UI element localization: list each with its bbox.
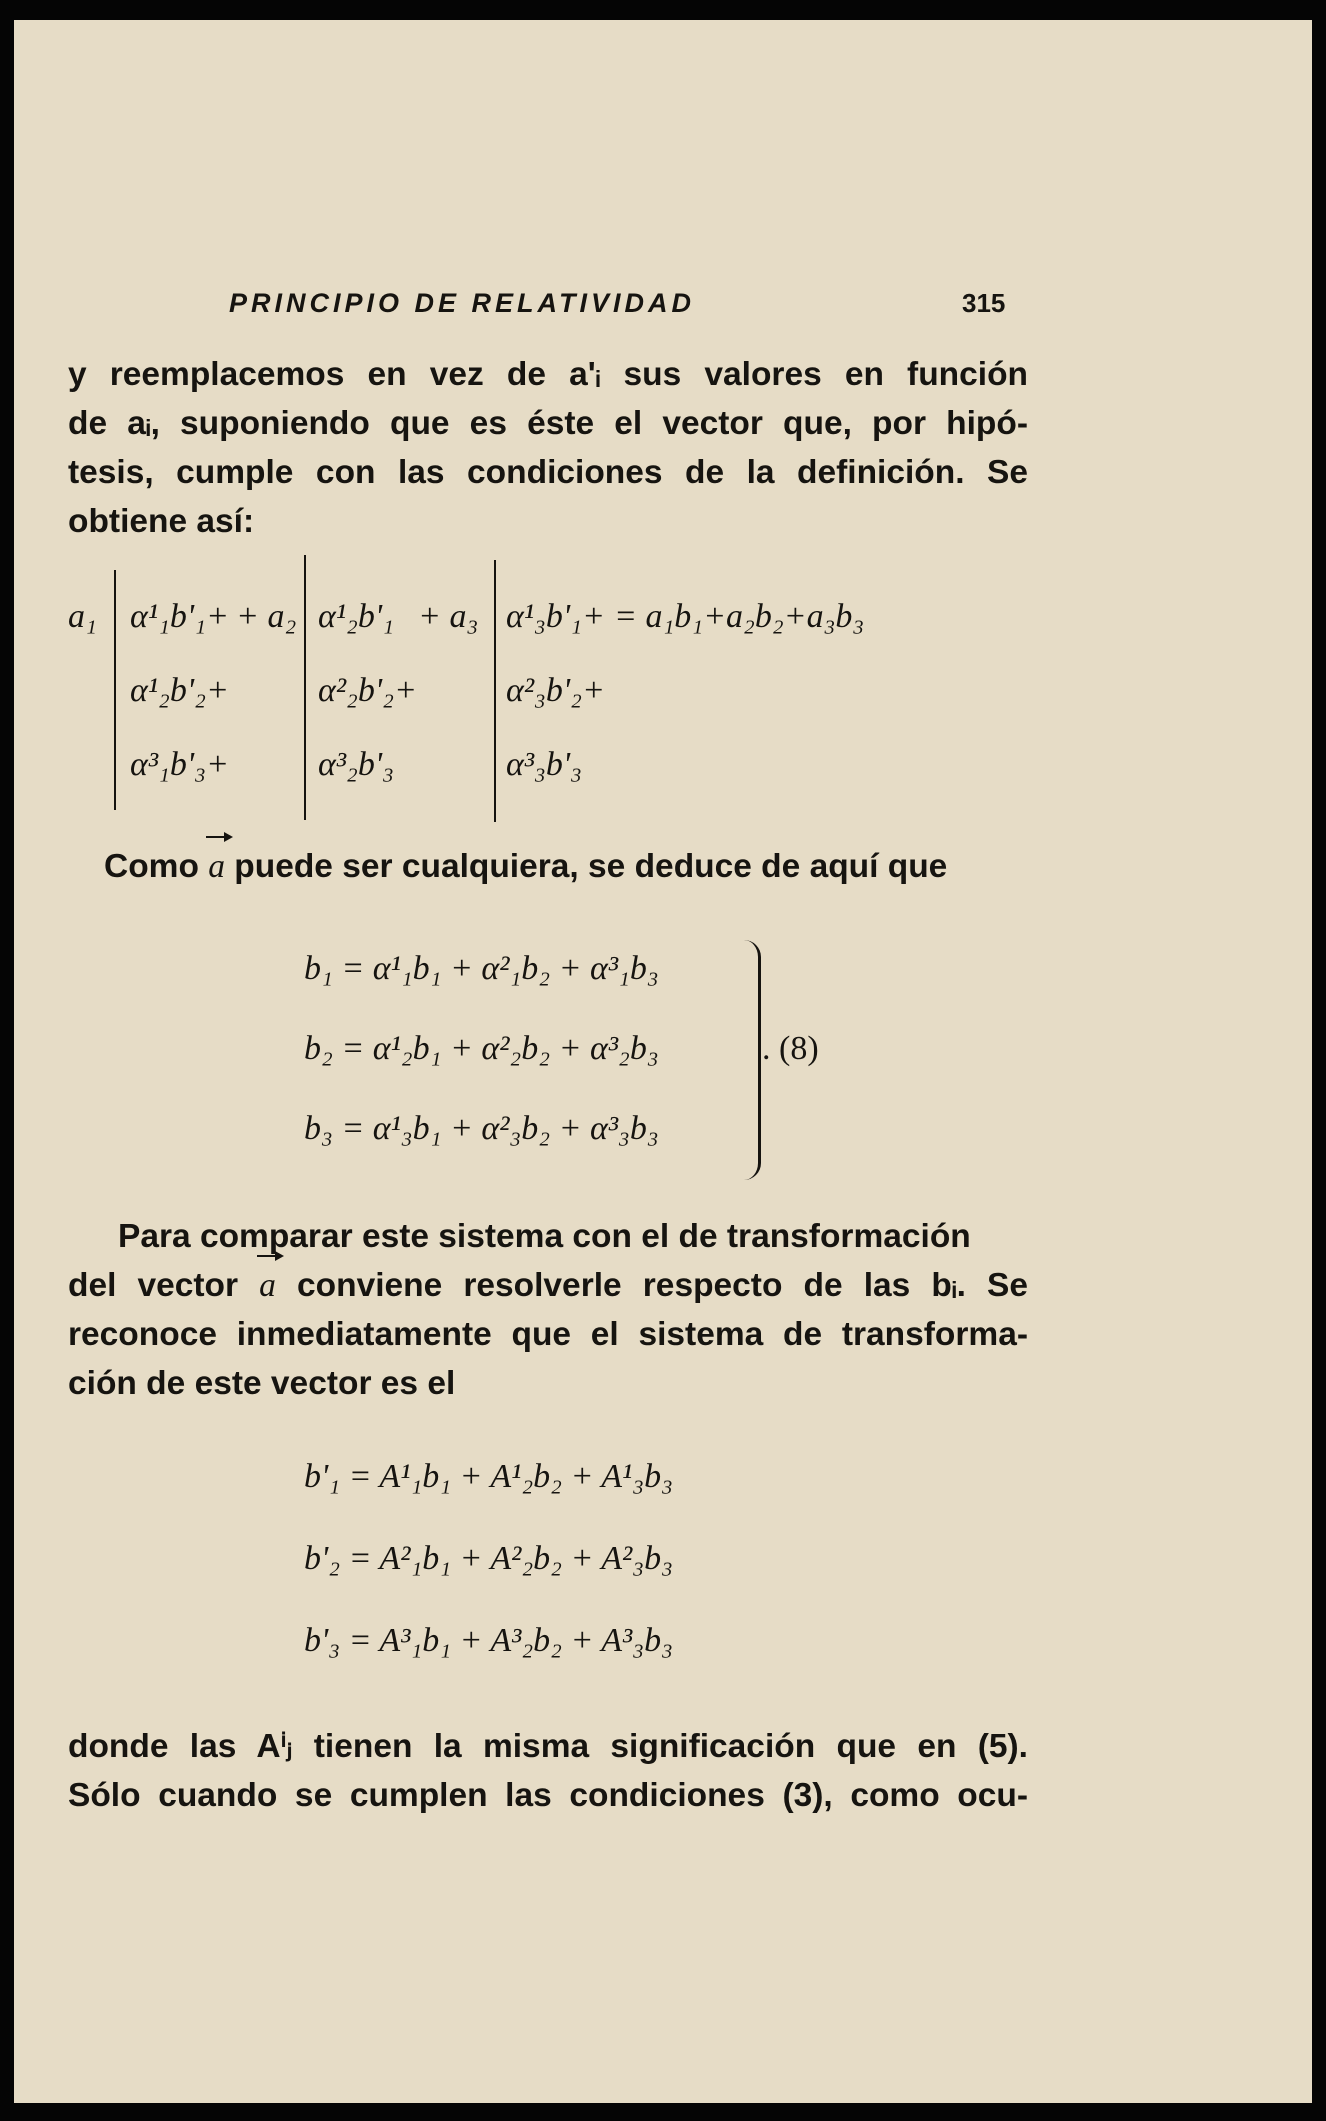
equation-number: . (8) xyxy=(762,1030,819,1067)
text-line: Para comparar este sistema con el de transformación xyxy=(118,1218,971,1255)
text-line: de aᵢ, suponiendo que es éste el vector que, por hipó- xyxy=(68,405,1028,442)
equation-row: b'₃ = A³₁b₁ + A³₂b₂ + A³₃b₃ xyxy=(304,1622,673,1659)
determinant-entry: α¹₁b'₁+ xyxy=(130,598,229,635)
text-line: obtiene así: xyxy=(68,503,255,540)
determinant-entry: α¹₂b'₁ xyxy=(318,598,394,635)
text-line: tesis, cumple con las condiciones de la definición. Se xyxy=(68,454,1028,491)
right-brace xyxy=(744,940,761,1180)
text-line: ción de este vector es el xyxy=(68,1365,456,1402)
paragraph-compare xyxy=(68,1212,1028,1408)
determinant-entry: α³₂b'₃ xyxy=(318,746,394,783)
text-fragment: Como xyxy=(104,848,199,885)
text-fragment: puede ser cualquiera, se deduce de aquí que xyxy=(234,848,948,885)
text-line: Sólo cuando se cumplen las condiciones (3), como ocu- xyxy=(68,1777,1028,1814)
equation-row: b'₂ = A²₁b₁ + A²₂b₂ + A²₃b₃ xyxy=(304,1540,673,1577)
coefficient-a3: + a₃ xyxy=(418,598,479,635)
vector-a: a xyxy=(208,842,225,891)
vector-a: a xyxy=(259,1261,276,1310)
running-header: PRINCIPIO DE RELATIVIDAD xyxy=(229,288,696,318)
text-line: reconoce inmediatamente que el sistema de transforma- xyxy=(68,1316,1028,1353)
equation-rhs: = a₁b₁+a₂b₂+a₃b₃ xyxy=(614,598,865,635)
determinant-entry: α³₃b'₃ xyxy=(506,746,582,783)
equation-row: b₃ = α¹₃b₁ + α²₃b₂ + α³₃b₃ xyxy=(304,1110,659,1147)
text-fragment: conviene resolverle respecto de las bᵢ. Se xyxy=(297,1267,1028,1304)
determinant-entry: α³₁b'₃+ xyxy=(130,746,229,783)
determinant-bar xyxy=(494,560,496,822)
determinant-entry: α²₃b'₂+ xyxy=(506,672,605,709)
page-number: 315 xyxy=(962,288,1006,318)
determinant-bar xyxy=(114,570,116,810)
determinant-entry: α¹₃b'₁+ xyxy=(506,598,605,635)
paragraph-conditions xyxy=(68,1722,1028,1820)
determinant-entry: α²₂b'₂+ xyxy=(318,672,417,709)
text-line xyxy=(68,1261,1028,1310)
coefficient-a2: + a₂ xyxy=(236,598,297,635)
determinant-bar xyxy=(304,555,306,820)
equation-row: b'₁ = A¹₁b₁ + A¹₂b₂ + A¹₃b₃ xyxy=(304,1458,673,1495)
determinant-entry: α¹₂b'₂+ xyxy=(130,672,229,709)
equation-row: b₁ = α¹₁b₁ + α²₁b₂ + α³₁b₃ xyxy=(304,950,659,987)
equation-row: b₂ = α¹₂b₁ + α²₂b₂ + α³₂b₃ xyxy=(304,1030,659,1067)
text-fragment: del vector xyxy=(68,1267,239,1304)
text-line: donde las Aⁱⱼ tienen la misma significación que en (5). xyxy=(68,1728,1028,1765)
paragraph-intro xyxy=(68,350,1028,546)
text-line: y reemplacemos en vez de a'ᵢ sus valores en función xyxy=(68,356,1028,393)
book-page xyxy=(14,20,1312,2103)
paragraph-deduce xyxy=(104,842,1064,891)
coefficient-a1: a₁ xyxy=(68,598,97,635)
